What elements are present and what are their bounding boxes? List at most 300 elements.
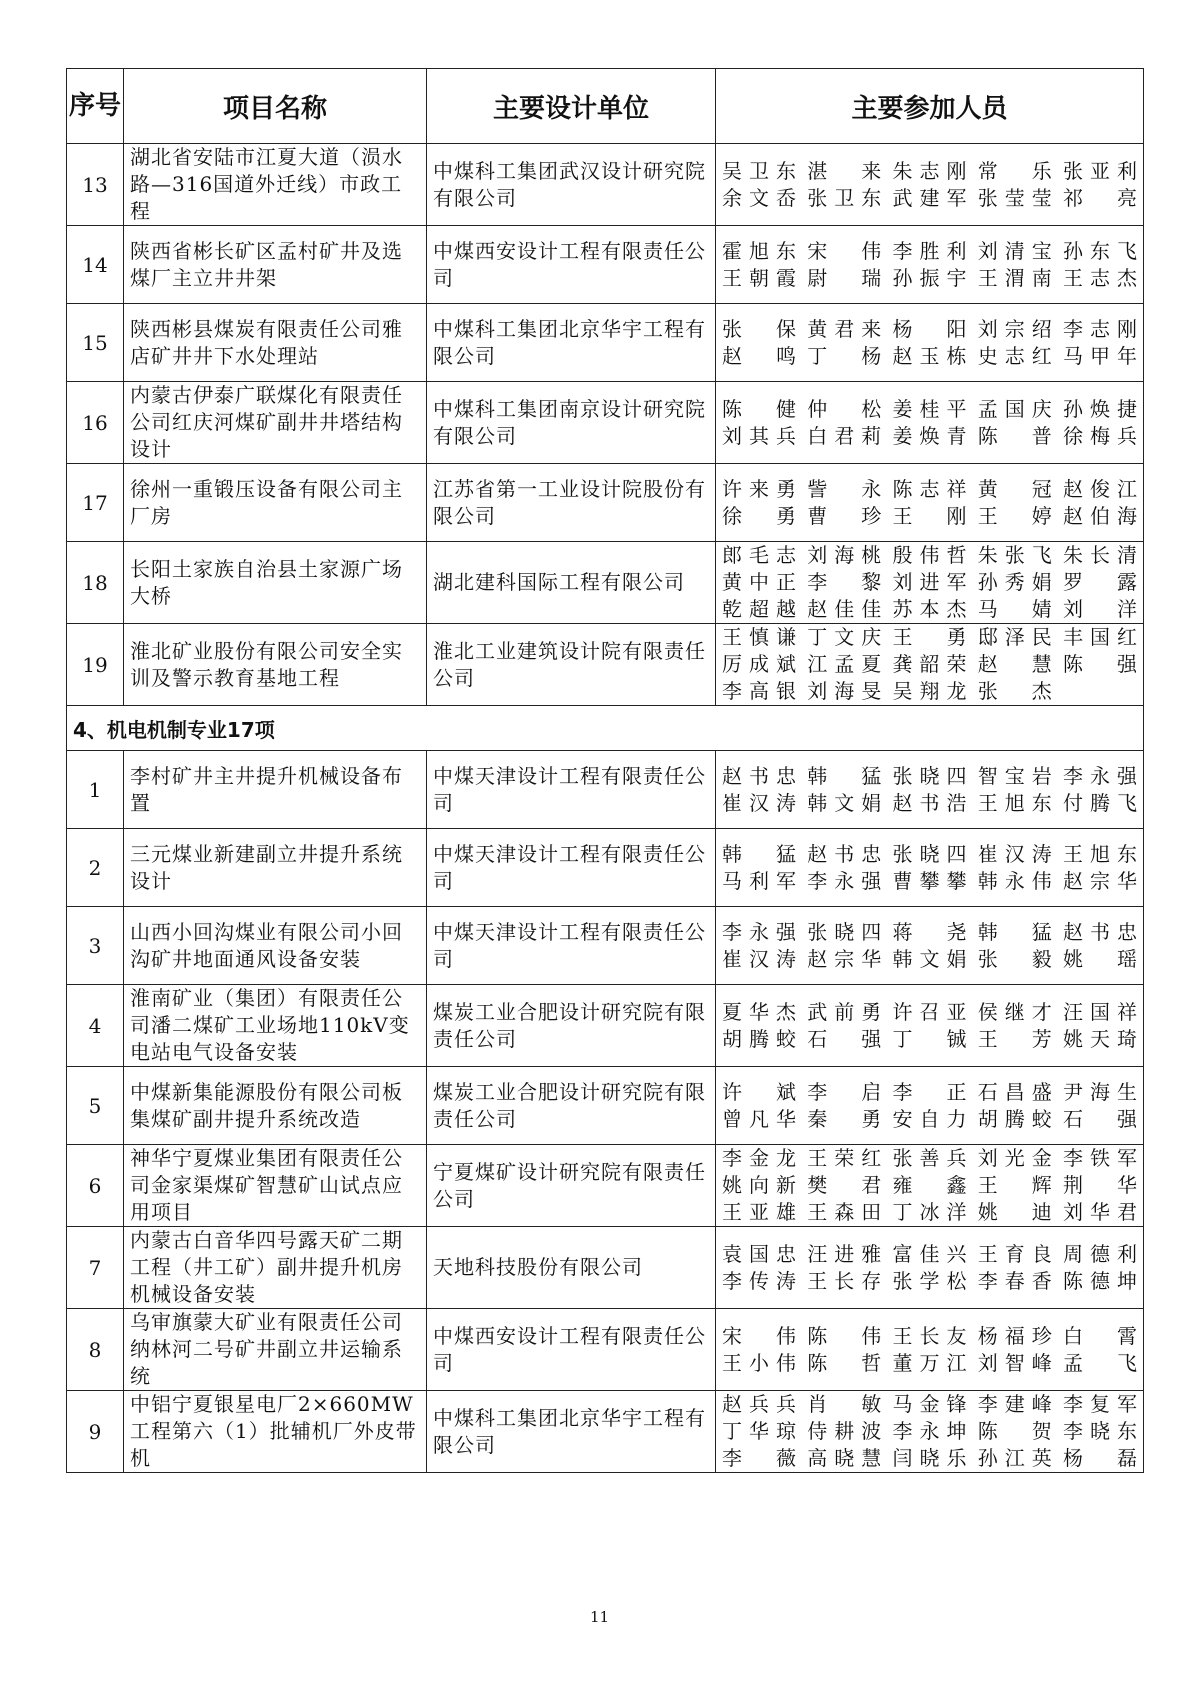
participant-line: [722, 1241, 1137, 1268]
participant-name: 付腾飞: [1063, 790, 1137, 815]
participant-name: 韩 猛: [977, 919, 1052, 944]
participant-name: 赵伯海: [1063, 503, 1137, 528]
participant-line: [722, 841, 1137, 868]
design-unit: 宁夏煤矿设计研究院有限责任公司: [427, 1145, 716, 1227]
participant-name: 王小伟: [722, 1350, 796, 1375]
participant-line: [722, 946, 1137, 973]
participant-name: 白君莉: [807, 423, 882, 448]
participant-name: 夏华杰: [722, 999, 796, 1024]
participants: [716, 751, 1144, 829]
participant-name: 王旭东: [977, 790, 1052, 815]
participant-name: 武建军: [892, 185, 967, 210]
participant-line: [722, 624, 1137, 651]
participant-name: 樊 君: [807, 1173, 882, 1197]
participants: [716, 1391, 1144, 1473]
participant-line: [722, 1323, 1137, 1350]
participant-name: 丁 铖: [892, 1026, 967, 1051]
participant-name: 刘智峰: [977, 1350, 1052, 1375]
participant-line: [722, 1391, 1137, 1418]
participant-name: 杨 阳: [892, 316, 967, 341]
participant-name: 石 强: [807, 1026, 882, 1051]
participant-name: 刘清宝: [977, 238, 1052, 263]
participant-name: [1063, 678, 1137, 705]
table-row: [67, 907, 1144, 985]
participant-name: 高晓慧: [807, 1446, 882, 1470]
participant-name: 仲 松: [807, 396, 882, 421]
participant-name: 陈 健: [722, 396, 796, 421]
participant-name: 张学松: [892, 1268, 967, 1293]
participant-name: 闫晓乐: [892, 1446, 967, 1470]
design-unit: 中煤天津设计工程有限责任公司: [427, 829, 716, 907]
participant-line: [722, 316, 1137, 343]
participant-name: 李永强: [1063, 763, 1137, 788]
participant-name: 孙东飞: [1063, 238, 1137, 263]
participant-name: 江孟夏: [807, 652, 882, 676]
project-name: 李村矿井主井提升机械设备布置: [124, 751, 427, 829]
participants: [716, 1309, 1144, 1391]
participant-line: [722, 1026, 1137, 1053]
participant-name: 孟国庆: [977, 396, 1052, 421]
participant-line: [722, 868, 1137, 895]
row-number: 7: [67, 1227, 124, 1309]
participant-name: 韩永伟: [977, 868, 1052, 893]
participant-name: 马金锋: [892, 1392, 967, 1416]
participant-name: 王长友: [892, 1323, 967, 1348]
participant-name: 李高银: [722, 679, 796, 703]
participant-name: 宋 伟: [807, 238, 882, 263]
participant-name: 韩文娟: [807, 790, 882, 815]
participant-name: 姚向新: [722, 1173, 796, 1197]
participant-name: 汪国祥: [1063, 999, 1137, 1024]
participant-name: 姜桂平: [892, 396, 967, 421]
participant-name: 秦 勇: [807, 1106, 882, 1131]
row-number: 3: [67, 907, 124, 985]
participant-name: 武前勇: [807, 999, 882, 1024]
participant-name: 丁文庆: [807, 625, 882, 649]
participant-name: 肖 敏: [807, 1392, 882, 1416]
participant-name: 白 霄: [1063, 1323, 1137, 1348]
participant-name: 李志刚: [1063, 316, 1137, 341]
participants: [716, 144, 1144, 226]
row-number: 14: [67, 226, 124, 304]
participant-name: 黄君来: [807, 316, 882, 341]
participant-name: 刘海旻: [807, 679, 882, 703]
participant-name: 王亚雄: [722, 1200, 796, 1224]
participant-name: 韩文娟: [892, 946, 967, 971]
participant-name: 曹攀攀: [892, 868, 967, 893]
participant-name: 张晓四: [892, 841, 967, 866]
participant-name: 姚 迪: [977, 1200, 1052, 1224]
participant-name: 崔汉涛: [977, 841, 1052, 866]
participant-name: 赵玉栋: [892, 343, 967, 368]
design-unit: 中煤天津设计工程有限责任公司: [427, 751, 716, 829]
row-number: 8: [67, 1309, 124, 1391]
participant-name: 张 杰: [977, 679, 1052, 703]
participant-name: 李 启: [807, 1079, 882, 1104]
participants: [716, 1227, 1144, 1309]
design-unit: 中煤天津设计工程有限责任公司: [427, 907, 716, 985]
participants: [716, 226, 1144, 304]
project-name: 淮北矿业股份有限公司安全实训及警示教育基地工程: [124, 624, 427, 706]
table-row: [67, 1145, 1144, 1227]
participant-name: 赵宗华: [1063, 868, 1137, 893]
participant-name: 王森田: [807, 1200, 882, 1224]
participant-name: 李永强: [722, 919, 796, 944]
row-number: 2: [67, 829, 124, 907]
participant-name: 李 薇: [722, 1446, 796, 1470]
participant-name: 孙振宇: [892, 265, 967, 290]
participant-name: 智宝岩: [977, 763, 1052, 788]
participant-name: 韩 猛: [722, 841, 796, 866]
participant-name: 张莹莹: [977, 185, 1052, 210]
design-unit: 中煤科工集团北京华宇工程有限公司: [427, 304, 716, 382]
participant-name: 富佳兴: [892, 1241, 967, 1266]
row-number: 1: [67, 751, 124, 829]
participant-line: [722, 569, 1137, 596]
participant-name: 徐梅兵: [1063, 423, 1137, 448]
participant-name: 赵书忠: [1063, 919, 1137, 944]
participant-name: 霍旭东: [722, 238, 796, 263]
participant-name: 蒋 尧: [892, 919, 967, 944]
page-number: 11: [589, 1608, 610, 1626]
participant-name: 张卫东: [807, 185, 882, 210]
participant-name: 刘进军: [892, 570, 967, 594]
participant-name: 姚 瑶: [1063, 946, 1137, 971]
project-name: 长阳土家族自治县土家源广场大桥: [124, 542, 427, 624]
participant-name: 赵书忠: [807, 841, 882, 866]
table-row: [67, 464, 1144, 542]
participant-name: 刘光金: [977, 1146, 1052, 1170]
participant-name: 尉 瑞: [807, 265, 882, 290]
participant-name: 余文岙: [722, 185, 796, 210]
design-unit: 煤炭工业合肥设计研究院有限责任公司: [427, 985, 716, 1067]
participant-name: 陈 普: [977, 423, 1052, 448]
participant-name: 周德利: [1063, 1241, 1137, 1266]
project-name: 神华宁夏煤业集团有限责任公司金家渠煤矿智慧矿山试点应用项目: [124, 1145, 427, 1227]
project-name: 徐州一重锻压设备有限公司主厂房: [124, 464, 427, 542]
participant-name: 许 斌: [722, 1079, 796, 1104]
participant-name: 刘其兵: [722, 423, 796, 448]
table-row: [67, 1391, 1144, 1473]
participant-line: [722, 1418, 1137, 1445]
project-name: 中煤新集能源股份有限公司板集煤矿副井提升系统改造: [124, 1067, 427, 1145]
participant-name: 徐 勇: [722, 503, 796, 528]
participant-name: 王荣红: [807, 1146, 882, 1170]
participant-name: 李 正: [892, 1079, 967, 1104]
project-name: 乌审旗蒙大矿业有限责任公司纳林河二号矿井副立井运输系统: [124, 1309, 427, 1391]
project-name: 三元煤业新建副立井提升系统设计: [124, 829, 427, 907]
participants: [716, 907, 1144, 985]
participant-name: 丁华琼: [722, 1419, 796, 1443]
participant-name: 王朝霞: [722, 265, 796, 290]
section-row-group: [67, 706, 1144, 751]
participant-name: 王旭东: [1063, 841, 1137, 866]
row-number: 5: [67, 1067, 124, 1145]
participant-name: 胡腾蛟: [977, 1106, 1052, 1131]
participant-name: 姚天琦: [1063, 1026, 1137, 1051]
row-number: 6: [67, 1145, 124, 1227]
participant-line: [722, 1145, 1137, 1172]
participant-name: 荆 华: [1063, 1173, 1137, 1197]
participant-line: [722, 1350, 1137, 1377]
table-body-b: [67, 751, 1144, 1473]
participant-name: 孙江英: [977, 1446, 1052, 1470]
participant-name: 侍耕波: [807, 1419, 882, 1443]
table-row: [67, 1067, 1144, 1145]
participant-name: 陈德坤: [1063, 1268, 1137, 1293]
participants: [716, 542, 1144, 624]
table-body-a: [67, 144, 1144, 706]
participant-line: [722, 678, 1137, 705]
participant-line: [722, 919, 1137, 946]
participant-name: 朱张飞: [977, 543, 1052, 567]
participant-name: 袁国忠: [722, 1241, 796, 1266]
participants: [716, 382, 1144, 464]
participant-name: 湛 来: [807, 158, 882, 183]
participant-name: 赵俊江: [1063, 476, 1137, 501]
project-name: 中铝宁夏银星电厂2×660MW工程第六（1）批辅机厂外皮带机: [124, 1391, 427, 1473]
participant-name: 李永强: [807, 868, 882, 893]
participant-line: [722, 265, 1137, 292]
participant-name: 崔汉涛: [722, 790, 796, 815]
participant-name: 王 辉: [977, 1173, 1052, 1197]
participant-name: 马 婧: [977, 597, 1052, 621]
participant-line: [722, 790, 1137, 817]
participant-line: [722, 185, 1137, 212]
row-number: 17: [67, 464, 124, 542]
project-name: 淮南矿业（集团）有限责任公司潘二煤矿工业场地110kV变电站电气设备安装: [124, 985, 427, 1067]
participant-name: 胡腾蛟: [722, 1026, 796, 1051]
participant-line: [722, 1079, 1137, 1106]
participant-name: 王慎谦: [722, 625, 796, 649]
participant-line: [722, 651, 1137, 678]
participant-name: 王 芳: [977, 1026, 1052, 1051]
participants: [716, 1067, 1144, 1145]
participant-name: 厉成斌: [722, 652, 796, 676]
participants: [716, 1145, 1144, 1227]
participant-name: 赵书浩: [892, 790, 967, 815]
participant-name: 孙焕捷: [1063, 396, 1137, 421]
design-unit: 淮北工业建筑设计院有限责任公司: [427, 624, 716, 706]
awards-table: [66, 68, 1144, 1473]
participant-name: 龚韶荣: [892, 652, 967, 676]
project-name: 陕西省彬长矿区孟村矿井及选煤厂主立井井架: [124, 226, 427, 304]
participant-name: 杨福珍: [977, 1323, 1052, 1348]
participant-name: 张 保: [722, 316, 796, 341]
participant-name: 李永坤: [892, 1419, 967, 1443]
design-unit: 天地科技股份有限公司: [427, 1227, 716, 1309]
participant-name: 曹 珍: [807, 503, 882, 528]
table-row: [67, 382, 1144, 464]
participant-name: 杨 磊: [1063, 1446, 1137, 1470]
participants: [716, 624, 1144, 706]
row-number: 9: [67, 1391, 124, 1473]
participant-name: 祁 亮: [1063, 185, 1137, 210]
table-row: [67, 1309, 1144, 1391]
participant-name: 赵佳佳: [807, 597, 882, 621]
participant-name: 黄 冠: [977, 476, 1052, 501]
header-no: 序号: [67, 69, 124, 144]
participant-name: 马利军: [722, 868, 796, 893]
design-unit: 中煤西安设计工程有限责任公司: [427, 226, 716, 304]
header-project: 项目名称: [124, 69, 427, 144]
participant-line: [722, 542, 1137, 569]
participant-name: 刘 洋: [1063, 597, 1137, 621]
participant-line: [722, 396, 1137, 423]
participant-name: 王 婷: [977, 503, 1052, 528]
participant-name: 李 黎: [807, 570, 882, 594]
participant-name: 孙秀娟: [977, 570, 1052, 594]
participants: [716, 985, 1144, 1067]
participant-name: 张亚利: [1063, 158, 1137, 183]
participant-name: 罗 露: [1063, 570, 1137, 594]
participant-name: 许召亚: [892, 999, 967, 1024]
participant-line: [722, 238, 1137, 265]
participant-name: 李复军: [1063, 1392, 1137, 1416]
participants: [716, 829, 1144, 907]
participant-name: 郎毛志: [722, 543, 796, 567]
participant-name: 丰国红: [1063, 625, 1137, 649]
participants: [716, 464, 1144, 542]
participant-name: 张善兵: [892, 1146, 967, 1170]
header-people: 主要参加人员: [716, 69, 1144, 144]
design-unit: 中煤科工集团武汉设计研究院有限公司: [427, 144, 716, 226]
participant-name: 丁 杨: [807, 343, 882, 368]
participant-name: 董万江: [892, 1350, 967, 1375]
participant-name: 朱志刚: [892, 158, 967, 183]
participant-line: [722, 476, 1137, 503]
participant-name: 雍 鑫: [892, 1173, 967, 1197]
table-row: [67, 542, 1144, 624]
row-number: 19: [67, 624, 124, 706]
participant-name: 汪进雅: [807, 1241, 882, 1266]
participant-name: 宋 伟: [722, 1323, 796, 1348]
participant-name: 王志杰: [1063, 265, 1137, 290]
participant-name: 刘华君: [1063, 1200, 1137, 1224]
participant-line: [722, 1106, 1137, 1133]
participant-line: [722, 1445, 1137, 1472]
participant-name: 孟 飞: [1063, 1350, 1137, 1375]
header-unit: 主要设计单位: [427, 69, 716, 144]
participant-name: 曾凡华: [722, 1106, 796, 1131]
participant-name: 李建峰: [977, 1392, 1052, 1416]
participant-name: 石昌盛: [977, 1079, 1052, 1104]
table-row: [67, 624, 1144, 706]
table-header: [67, 69, 1144, 144]
participant-name: 李传涛: [722, 1268, 796, 1293]
table-row: [67, 829, 1144, 907]
design-unit: 中煤西安设计工程有限责任公司: [427, 1309, 716, 1391]
participant-name: 李胜利: [892, 238, 967, 263]
participant-line: [722, 763, 1137, 790]
participant-name: 马甲年: [1063, 343, 1137, 368]
participant-name: 乾超越: [722, 597, 796, 621]
table-row: [67, 751, 1144, 829]
table-row: [67, 985, 1144, 1067]
participant-name: 安自力: [892, 1106, 967, 1131]
participant-name: 李春香: [977, 1268, 1052, 1293]
participant-name: 邸泽民: [977, 625, 1052, 649]
participant-name: 赵 鸣: [722, 343, 796, 368]
participant-name: 王长存: [807, 1268, 882, 1293]
participant-name: 韩 猛: [807, 763, 882, 788]
participant-name: 姜焕青: [892, 423, 967, 448]
participant-name: 刘海桃: [807, 543, 882, 567]
row-number: 18: [67, 542, 124, 624]
participant-name: 陈 贺: [977, 1419, 1052, 1443]
participant-name: 丁冰洋: [892, 1200, 967, 1224]
design-unit: 煤炭工业合肥设计研究院有限责任公司: [427, 1067, 716, 1145]
participant-name: 吴卫东: [722, 158, 796, 183]
design-unit: 湖北建科国际工程有限公司: [427, 542, 716, 624]
participant-line: [722, 1199, 1137, 1226]
participant-line: [722, 999, 1137, 1026]
participant-name: 赵兵兵: [722, 1392, 796, 1416]
table-row: [67, 304, 1144, 382]
project-name: 陕西彬县煤炭有限责任公司雅店矿井井下水处理站: [124, 304, 427, 382]
design-unit: 中煤科工集团北京华宇工程有限公司: [427, 1391, 716, 1473]
participant-name: 李铁军: [1063, 1146, 1137, 1170]
participant-name: 赵 慧: [977, 652, 1052, 676]
participant-name: 朱长清: [1063, 543, 1137, 567]
table-row: [67, 1227, 1144, 1309]
participant-name: 赵宗华: [807, 946, 882, 971]
participant-name: 石 强: [1063, 1106, 1137, 1131]
participant-name: 常 乐: [977, 158, 1052, 183]
participant-name: 陈 强: [1063, 652, 1137, 676]
participant-line: [722, 596, 1137, 623]
participant-name: 赵书忠: [722, 763, 796, 788]
table-row: [67, 226, 1144, 304]
participant-name: 王 刚: [892, 503, 967, 528]
design-unit: 中煤科工集团南京设计研究院有限公司: [427, 382, 716, 464]
participant-name: 陈 哲: [807, 1350, 882, 1375]
participant-name: 陈志祥: [892, 476, 967, 501]
row-number: 4: [67, 985, 124, 1067]
participant-name: 訾 永: [807, 476, 882, 501]
participant-name: 张 毅: [977, 946, 1052, 971]
participant-line: [722, 1172, 1137, 1199]
row-number: 13: [67, 144, 124, 226]
participant-name: 张晓四: [892, 763, 967, 788]
participant-name: 史志红: [977, 343, 1052, 368]
project-name: 湖北省安陆市江夏大道（涢水路—316国道外迁线）市政工程: [124, 144, 427, 226]
project-name: 内蒙古白音华四号露天矿二期工程（井工矿）副井提升机房机械设备安装: [124, 1227, 427, 1309]
participant-name: 张晓四: [807, 919, 882, 944]
participants: [716, 304, 1144, 382]
project-name: 山西小回沟煤业有限公司小回沟矿井地面通风设备安装: [124, 907, 427, 985]
participant-name: 刘宗绍: [977, 316, 1052, 341]
participant-name: 王渭南: [977, 265, 1052, 290]
row-number: 16: [67, 382, 124, 464]
participant-name: 黄中正: [722, 570, 796, 594]
design-unit: 江苏省第一工业设计院股份有限公司: [427, 464, 716, 542]
participant-name: 许来勇: [722, 476, 796, 501]
participant-line: [722, 158, 1137, 185]
participant-name: 侯继才: [977, 999, 1052, 1024]
table-row: [67, 144, 1144, 226]
participant-name: 王育良: [977, 1241, 1052, 1266]
row-number: 15: [67, 304, 124, 382]
participant-name: 崔汉涛: [722, 946, 796, 971]
participant-line: [722, 503, 1137, 530]
participant-name: 李晓东: [1063, 1419, 1137, 1443]
participant-line: [722, 343, 1137, 370]
participant-line: [722, 423, 1137, 450]
participant-name: 尹海生: [1063, 1079, 1137, 1104]
participant-name: 李金龙: [722, 1146, 796, 1170]
participant-name: 苏本杰: [892, 597, 967, 621]
